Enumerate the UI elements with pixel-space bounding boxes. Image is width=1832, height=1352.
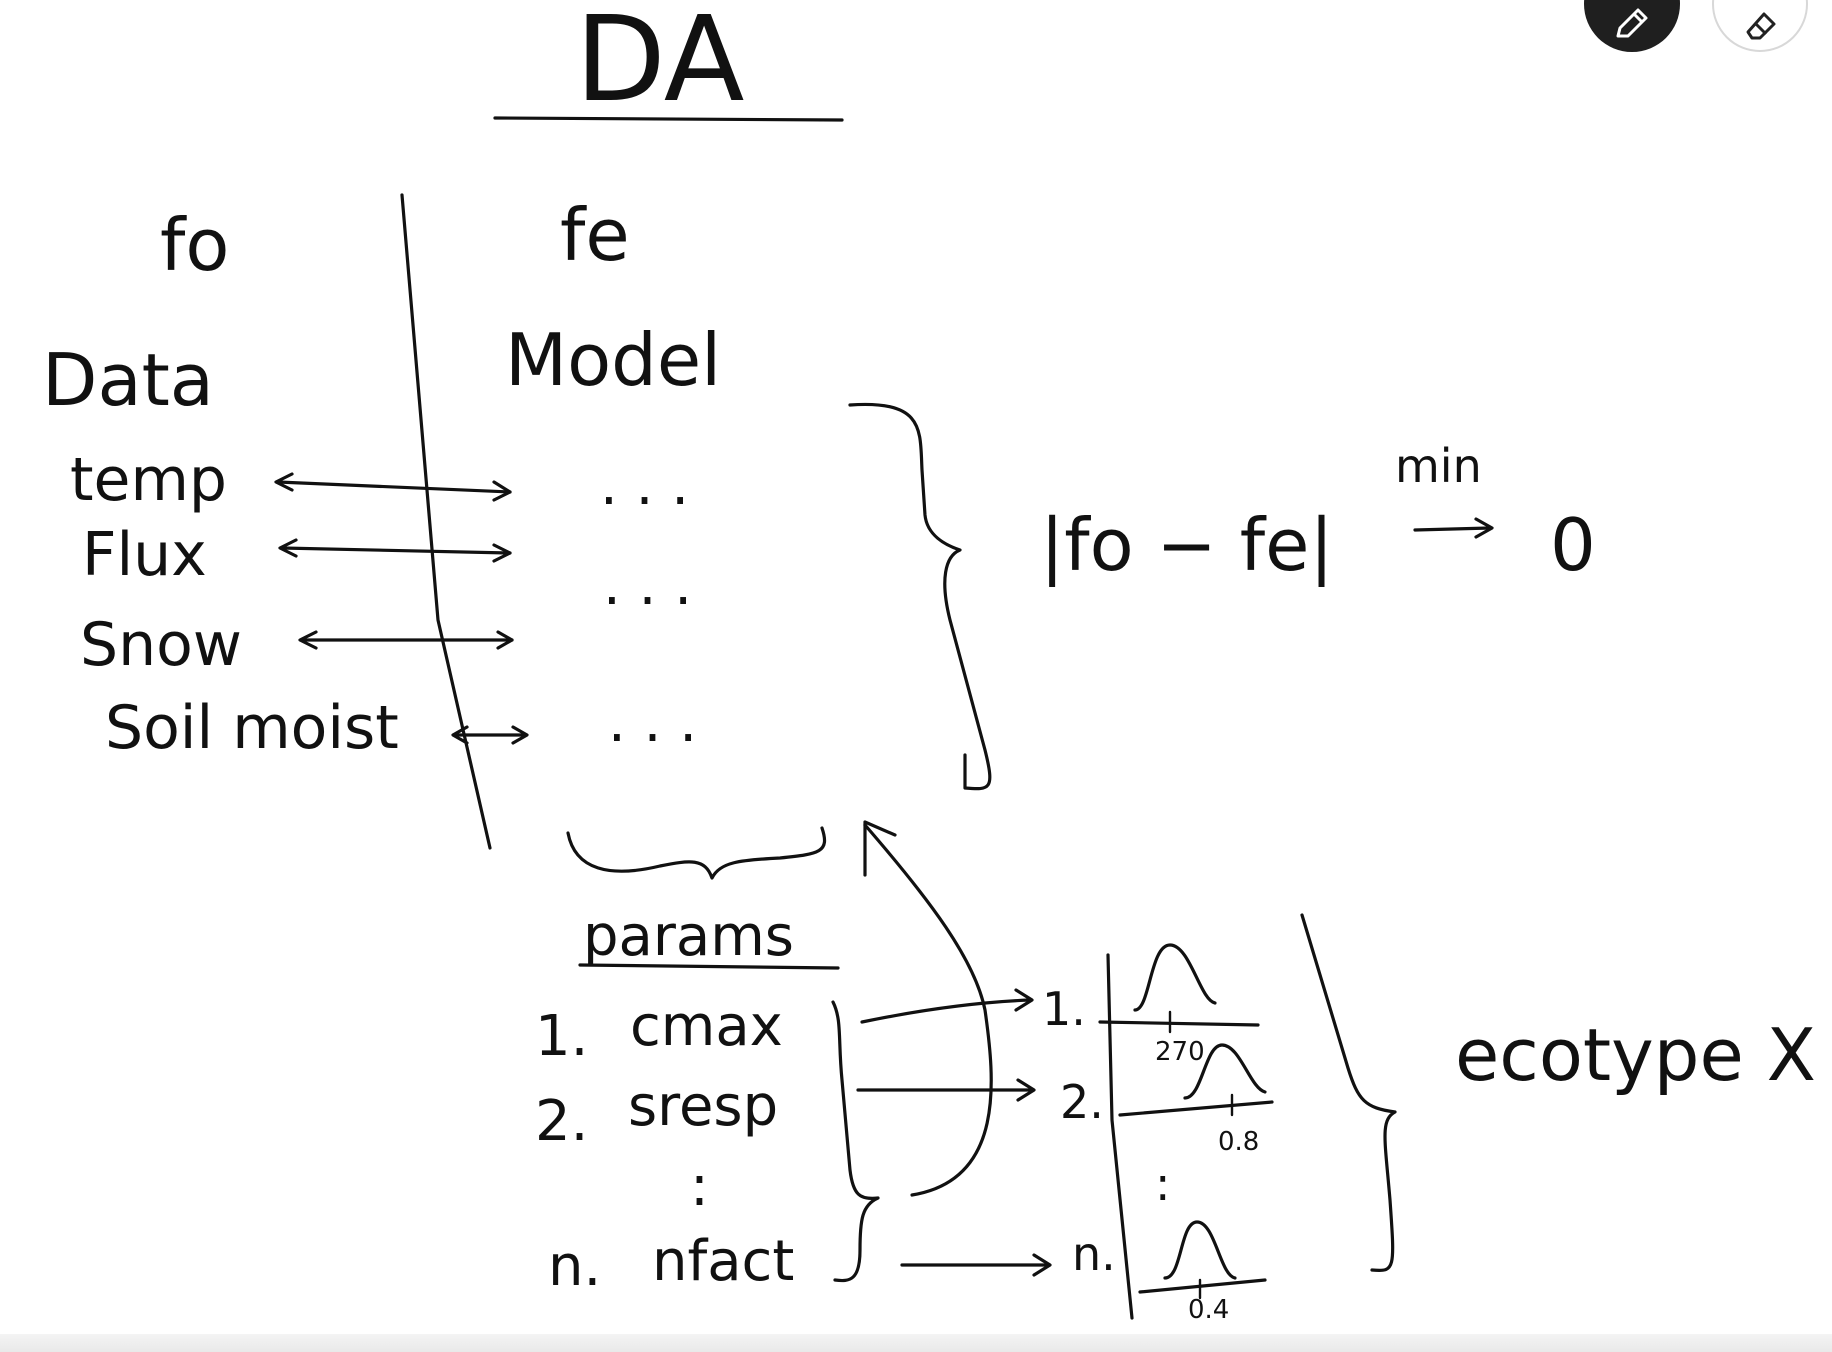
observation-soil-moist: Soil moist (105, 693, 399, 763)
model-header: fe (560, 193, 630, 277)
ecotype-brace (1302, 915, 1395, 1270)
objective-min-label: min (1395, 439, 1482, 493)
mapping-arrow-soil-moist (453, 727, 527, 743)
params-brace-right (833, 1002, 878, 1281)
distribution-mean-n: 0.4 (1188, 1295, 1230, 1325)
model-output-brace (850, 404, 990, 788)
model-output-ellipsis-2: · · · (603, 569, 693, 634)
bottom-bar (0, 1334, 1832, 1352)
ecotype-label: ecotype X (1455, 1013, 1816, 1097)
param-name-cmax: cmax (630, 994, 783, 1059)
model-output-ellipsis-3: · · · (608, 706, 698, 771)
distribution-mean-1: 270 (1155, 1037, 1205, 1067)
observation-temp: temp (70, 445, 227, 515)
mapping-arrow-flux (280, 540, 510, 561)
param-index-n: n. (548, 1234, 602, 1299)
distribution-index-n: n. (1072, 1227, 1116, 1281)
params-brace (568, 828, 825, 878)
param-index-1: 1. (535, 1004, 589, 1069)
params-continuation-dots: : (690, 1154, 709, 1219)
observation-snow: Snow (80, 610, 242, 680)
model-label: Model (505, 318, 722, 402)
objective-expression (1040, 439, 1596, 588)
distribution-index-2: 2. (1060, 1075, 1104, 1129)
title-underline (495, 118, 842, 120)
param-index-2: 2. (535, 1089, 589, 1154)
mapping-arrow-snow (300, 632, 512, 648)
observations-header: fo (160, 203, 230, 287)
distribution-index-1: 1. (1042, 982, 1086, 1036)
distribution-1 (1042, 945, 1258, 1067)
column-divider (402, 195, 490, 848)
mapping-arrow-temp (276, 474, 510, 500)
data-label: Data (42, 338, 214, 422)
observation-flux: Flux (82, 520, 207, 590)
objective-target: 0 (1550, 503, 1596, 587)
param-arrow-1 (862, 1000, 1030, 1022)
distribution-n (1072, 1222, 1265, 1325)
param-name-sresp: sresp (628, 1074, 779, 1139)
distribution-continuation-dots: : (1155, 1157, 1171, 1211)
distribution-mean-2: 0.8 (1218, 1127, 1260, 1157)
model-output-ellipsis-1: · · · (600, 469, 690, 534)
objective-misfit: |fo − fe| (1040, 503, 1334, 587)
pen-icon (1610, 2, 1654, 46)
eraser-icon (1738, 2, 1782, 46)
param-name-nfact: nfact (652, 1229, 795, 1294)
params-header: params (583, 904, 794, 969)
diagram-title: DA (575, 0, 745, 128)
